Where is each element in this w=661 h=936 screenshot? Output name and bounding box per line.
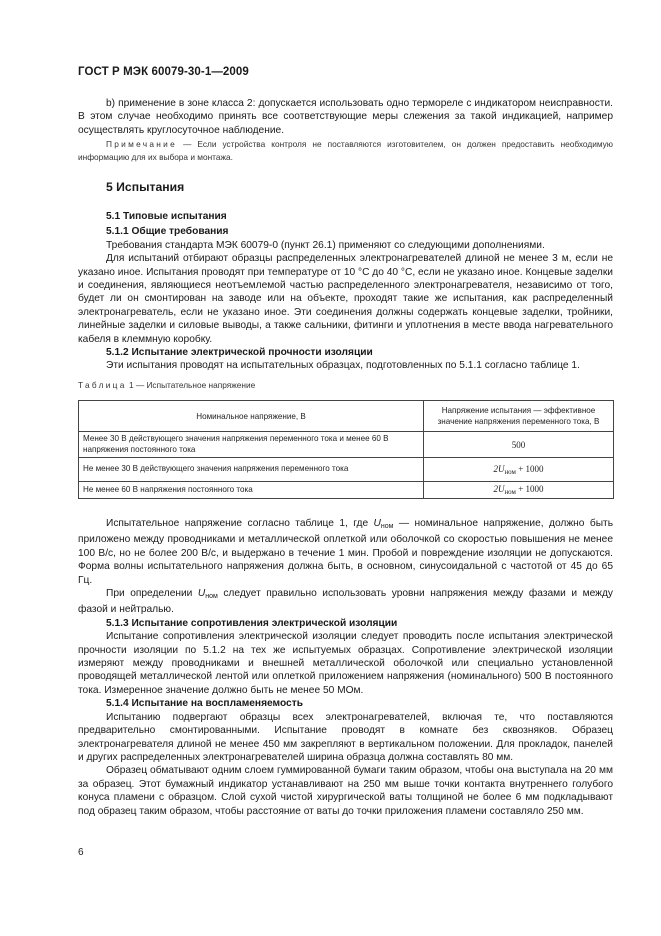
document-header: ГОСТ Р МЭК 60079-30-1—2009 (78, 66, 249, 78)
symbol-u: U (373, 518, 381, 529)
table-row-value: 500 (424, 432, 614, 458)
table-row-value (424, 482, 614, 499)
section-5-1-4-p1: Испытанию подвергают образцы всех электронагревателей, включая те, что поставляются предварительно смонтированными. Испытание проводят в комнате без сквозняков. Образец электронагревателя длиной не менее 450 мм закрепляют в вертикальном положении. Для прокладок, панелей и других распределенных электронагревателей ширина образца должна составлять 80 мм. (78, 711, 613, 763)
text-part: При определении (106, 588, 198, 600)
value-pre: 2U (493, 484, 505, 494)
section-5-1-block (78, 210, 613, 373)
section-5-1-2-title: 5.1.2 Испытание электрической прочности изоляции (106, 347, 373, 359)
table-col2-header: Напряжение испытания — эффективное значение напряжения переменного тока, В (424, 401, 614, 432)
page-number: 6 (78, 847, 84, 858)
after-table-p1 (78, 517, 613, 587)
paragraph-b: b) применение в зоне класса 2: допускается использовать одно термореле с индикатором неисправности. В этом случае необходимо принять все соответствующие меры слежения за такой индикацией, например осуществлять круглосуточное наблюдение. (78, 98, 613, 136)
value-post: + 1000 (515, 484, 544, 494)
value-post: + 1000 (515, 463, 544, 474)
table-row-desc: Менее 30 В действующего значения напряжения переменного тока и менее 60 В напряжения постоянного тока (79, 432, 424, 458)
section-5-1-1-title: 5.1.1 Общие требования (106, 226, 229, 238)
note-text: — Если устройства контроля не поставляются изготовителем, он должен предоставить необходимую информацию для их выбора и монтажа. (78, 139, 613, 162)
table-row-desc: Не менее 30 В действующего значения напряжения переменного тока (79, 458, 424, 482)
table-caption-label: Таблица (78, 380, 127, 390)
test-voltage-table (78, 400, 614, 499)
table-col1-header: Номинальное напряжение, В (79, 401, 424, 432)
symbol-u: U (197, 588, 206, 600)
value-pre: 2U (493, 463, 505, 474)
table-row (79, 458, 614, 482)
note (78, 138, 613, 163)
text-part: следует правильно использовать уровни напряжения между фазами и между фазой и нейтралью. (78, 588, 613, 616)
section-5-1-4-title: 5.1.4 Испытание на воспламеняемость (106, 698, 303, 710)
table-caption-rest: 1 — Испытательное напряжение (126, 380, 256, 390)
section-5-1-title: 5.1 Типовые испытания (106, 211, 227, 222)
section-5-1-3-title: 5.1.3 Испытание сопротивления электрической изоляции (106, 617, 398, 629)
table-row-value (424, 458, 614, 482)
table-row (79, 432, 614, 458)
text-part: — номинальное напряжение, должно быть приложено между проводниками и металлической оплеткой или оболочкой со скоростью повышения не менее 100 В/с, но не более 200 В/с, и выдержано в течение 1 мин. Пробой и повреждение изоляции не допускаются. Форма волны испытательного напряжения должна быть, в основном, синусоидальной с частотой от 45 до 65 Гц. (78, 518, 613, 586)
section-5-1-1-p2: Для испытаний отбирают образцы распределенных электронагревателей длиной не менее 3 м, если не указано иное. Испытания проводят при температуре от 10 °С до 40 °С, если не указано иное. Концевые заделки и соединения, являющиеся неотъемлемой частью распределенного электронагревателя, независимо от того, будет ли он смонтирован на заводе или на объекте, проходят такие же испытания, как распределенный электронагреватель, если не указано иное. Эти соединения должны содержать концевые заделки, тройники, линейные заделки и силовые выводы, а также сальники, фитинги и уплотнения в месте ввода нагревательного кабеля в клеммную коробку. (78, 253, 613, 345)
symbol-sub: ном (380, 523, 394, 530)
top-paragraph-block (78, 97, 613, 137)
symbol-sub: ном (205, 593, 218, 601)
section-5-title: 5 Испытания (106, 180, 185, 194)
lower-text-block (78, 517, 613, 818)
table-caption (78, 380, 255, 390)
table-row (79, 482, 614, 499)
section-5-1-1-p1: Требования стандарта МЭК 60079-0 (пункт 26.1) применяют со следующими дополнениями. (106, 239, 545, 251)
section-5-1-2-p1: Эти испытания проводят на испытательных образцах, подготовленных по 5.1.1 согласно таблице 1. (106, 360, 580, 372)
table-header-row (79, 401, 614, 432)
note-label: Примечание (106, 139, 178, 149)
text-part: Испытательное напряжение согласно таблице 1, где (106, 518, 374, 529)
value-sub: ном (504, 467, 516, 476)
table-row-desc: Не менее 60 В напряжения постоянного тока (79, 482, 424, 499)
value-sub: ном (504, 488, 516, 496)
section-5-1-3-p: Испытание сопротивления электрической изоляции следует проводить после испытания электрической прочности изоляции по 5.1.2 на тех же испытуемых образцах. Сопротивление электрической изоляции измеряют между проводниками и внешней металлической оболочкой или специально установленной проводящей металлической лентой или оплеткой приложением напряжения (номинального) 500 В постоянного тока. Измеренное значение должно быть не менее 50 МОм. (78, 631, 613, 696)
after-table-p2 (78, 587, 613, 617)
section-5-1-4-p2: Образец обматывают одним слоем гуммированной бумаги таким образом, чтобы она выступала на 20 мм за образец. Этот бумажный индикатор устанавливают на 250 мм выше точки контакта внутреннего голубого конуса пламени с образцом. Слой сухой чистой хирургической ваты толщиной не более 6 мм подкладывают под образец таким образом, чтобы расстояние от ваты до точки приложения пламени составляло 250 мм. (78, 765, 613, 817)
